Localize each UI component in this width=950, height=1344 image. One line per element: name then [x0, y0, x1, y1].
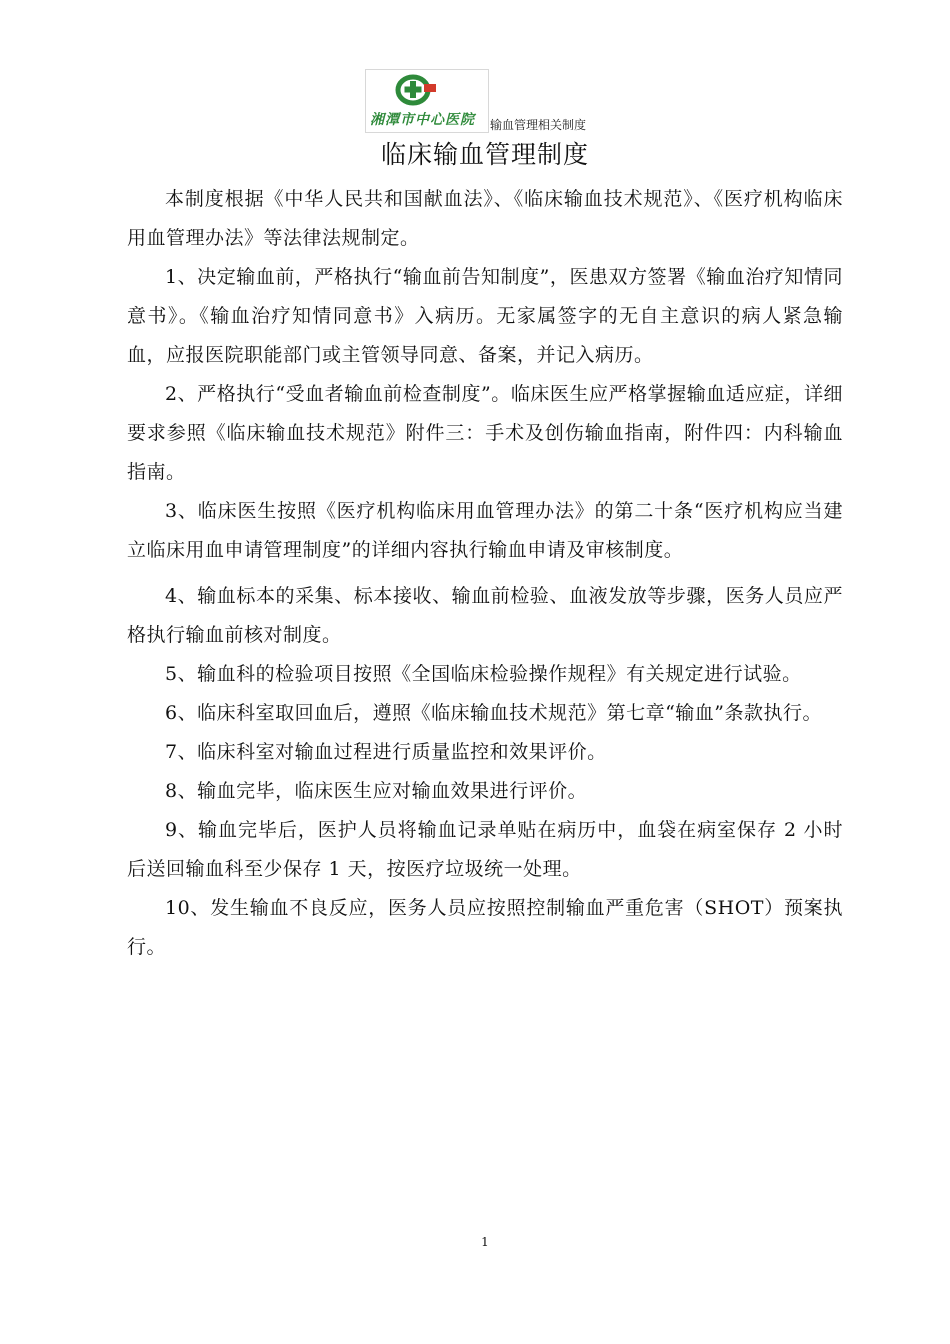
- rule-2-paragraph: 2、严格执行“受血者输血前检查制度”。临床医生应严格掌握输血适应症，详细要求参照《临床输血技术规范》附件三：手术及创伤输血指南，附件四：内科输血指南。: [127, 383, 843, 483]
- page-number: 1: [481, 1235, 489, 1249]
- rule-8-paragraph: 8、输血完毕，临床医生应对输血效果进行评价。: [165, 780, 588, 802]
- document-body: [127, 180, 843, 967]
- logo-hospital-name: 湘潭市中心医院: [370, 112, 475, 128]
- intro-paragraph: 本制度根据《中华人民共和国献血法》、《临床输血技术规范》、《医疗机构临床用血管理办法》等法律法规制定。: [127, 188, 843, 249]
- rule-10-paragraph: 10、发生输血不良反应，医务人员应按照控制输血严重危害（SHOT）预案执行。: [127, 897, 843, 958]
- rule-1-paragraph: 1、决定输血前，严格执行“输血前告知制度”，医患双方签署《输血治疗知情同意书》。《输血治疗知情同意书》入病历。无家属签字的无自主意识的病人紧急输血，应报医院职能部门或主管领导同意、备案，并记入病历。: [127, 266, 843, 366]
- rule-7-paragraph: 7、临床科室对输血过程进行质量监控和效果评价。: [165, 741, 607, 763]
- rule-4-paragraph: 4、输血标本的采集、标本接收、输血前检验、血液发放等步骤，医务人员应严格执行输血前核对制度。: [127, 585, 843, 646]
- rule-6-paragraph: 6、临床科室取回血后，遵照《临床输血技术规范》第七章“输血”条款执行。: [165, 702, 823, 724]
- rule-5-paragraph: 5、输血科的检验项目按照《全国临床检验操作规程》有关规定进行试验。: [165, 663, 802, 685]
- header-caption: 输血管理相关制度: [490, 118, 587, 132]
- rule-3-paragraph: 3、临床医生按照《医疗机构临床用血管理办法》的第二十条“医疗机构应当建立临床用血申请管理制度”的详细内容执行输血申请及审核制度。: [127, 500, 843, 561]
- document-title: 临床输血管理制度: [380, 140, 589, 169]
- page-header: [365, 67, 586, 133]
- rule-9-paragraph: 9、输血完毕后，医护人员将输血记录单贴在病历中，血袋在病室保存 2 小时后送回输血科至少保存 1 天，按医疗垃圾统一处理。: [127, 819, 843, 880]
- hospital-logo: [365, 69, 489, 133]
